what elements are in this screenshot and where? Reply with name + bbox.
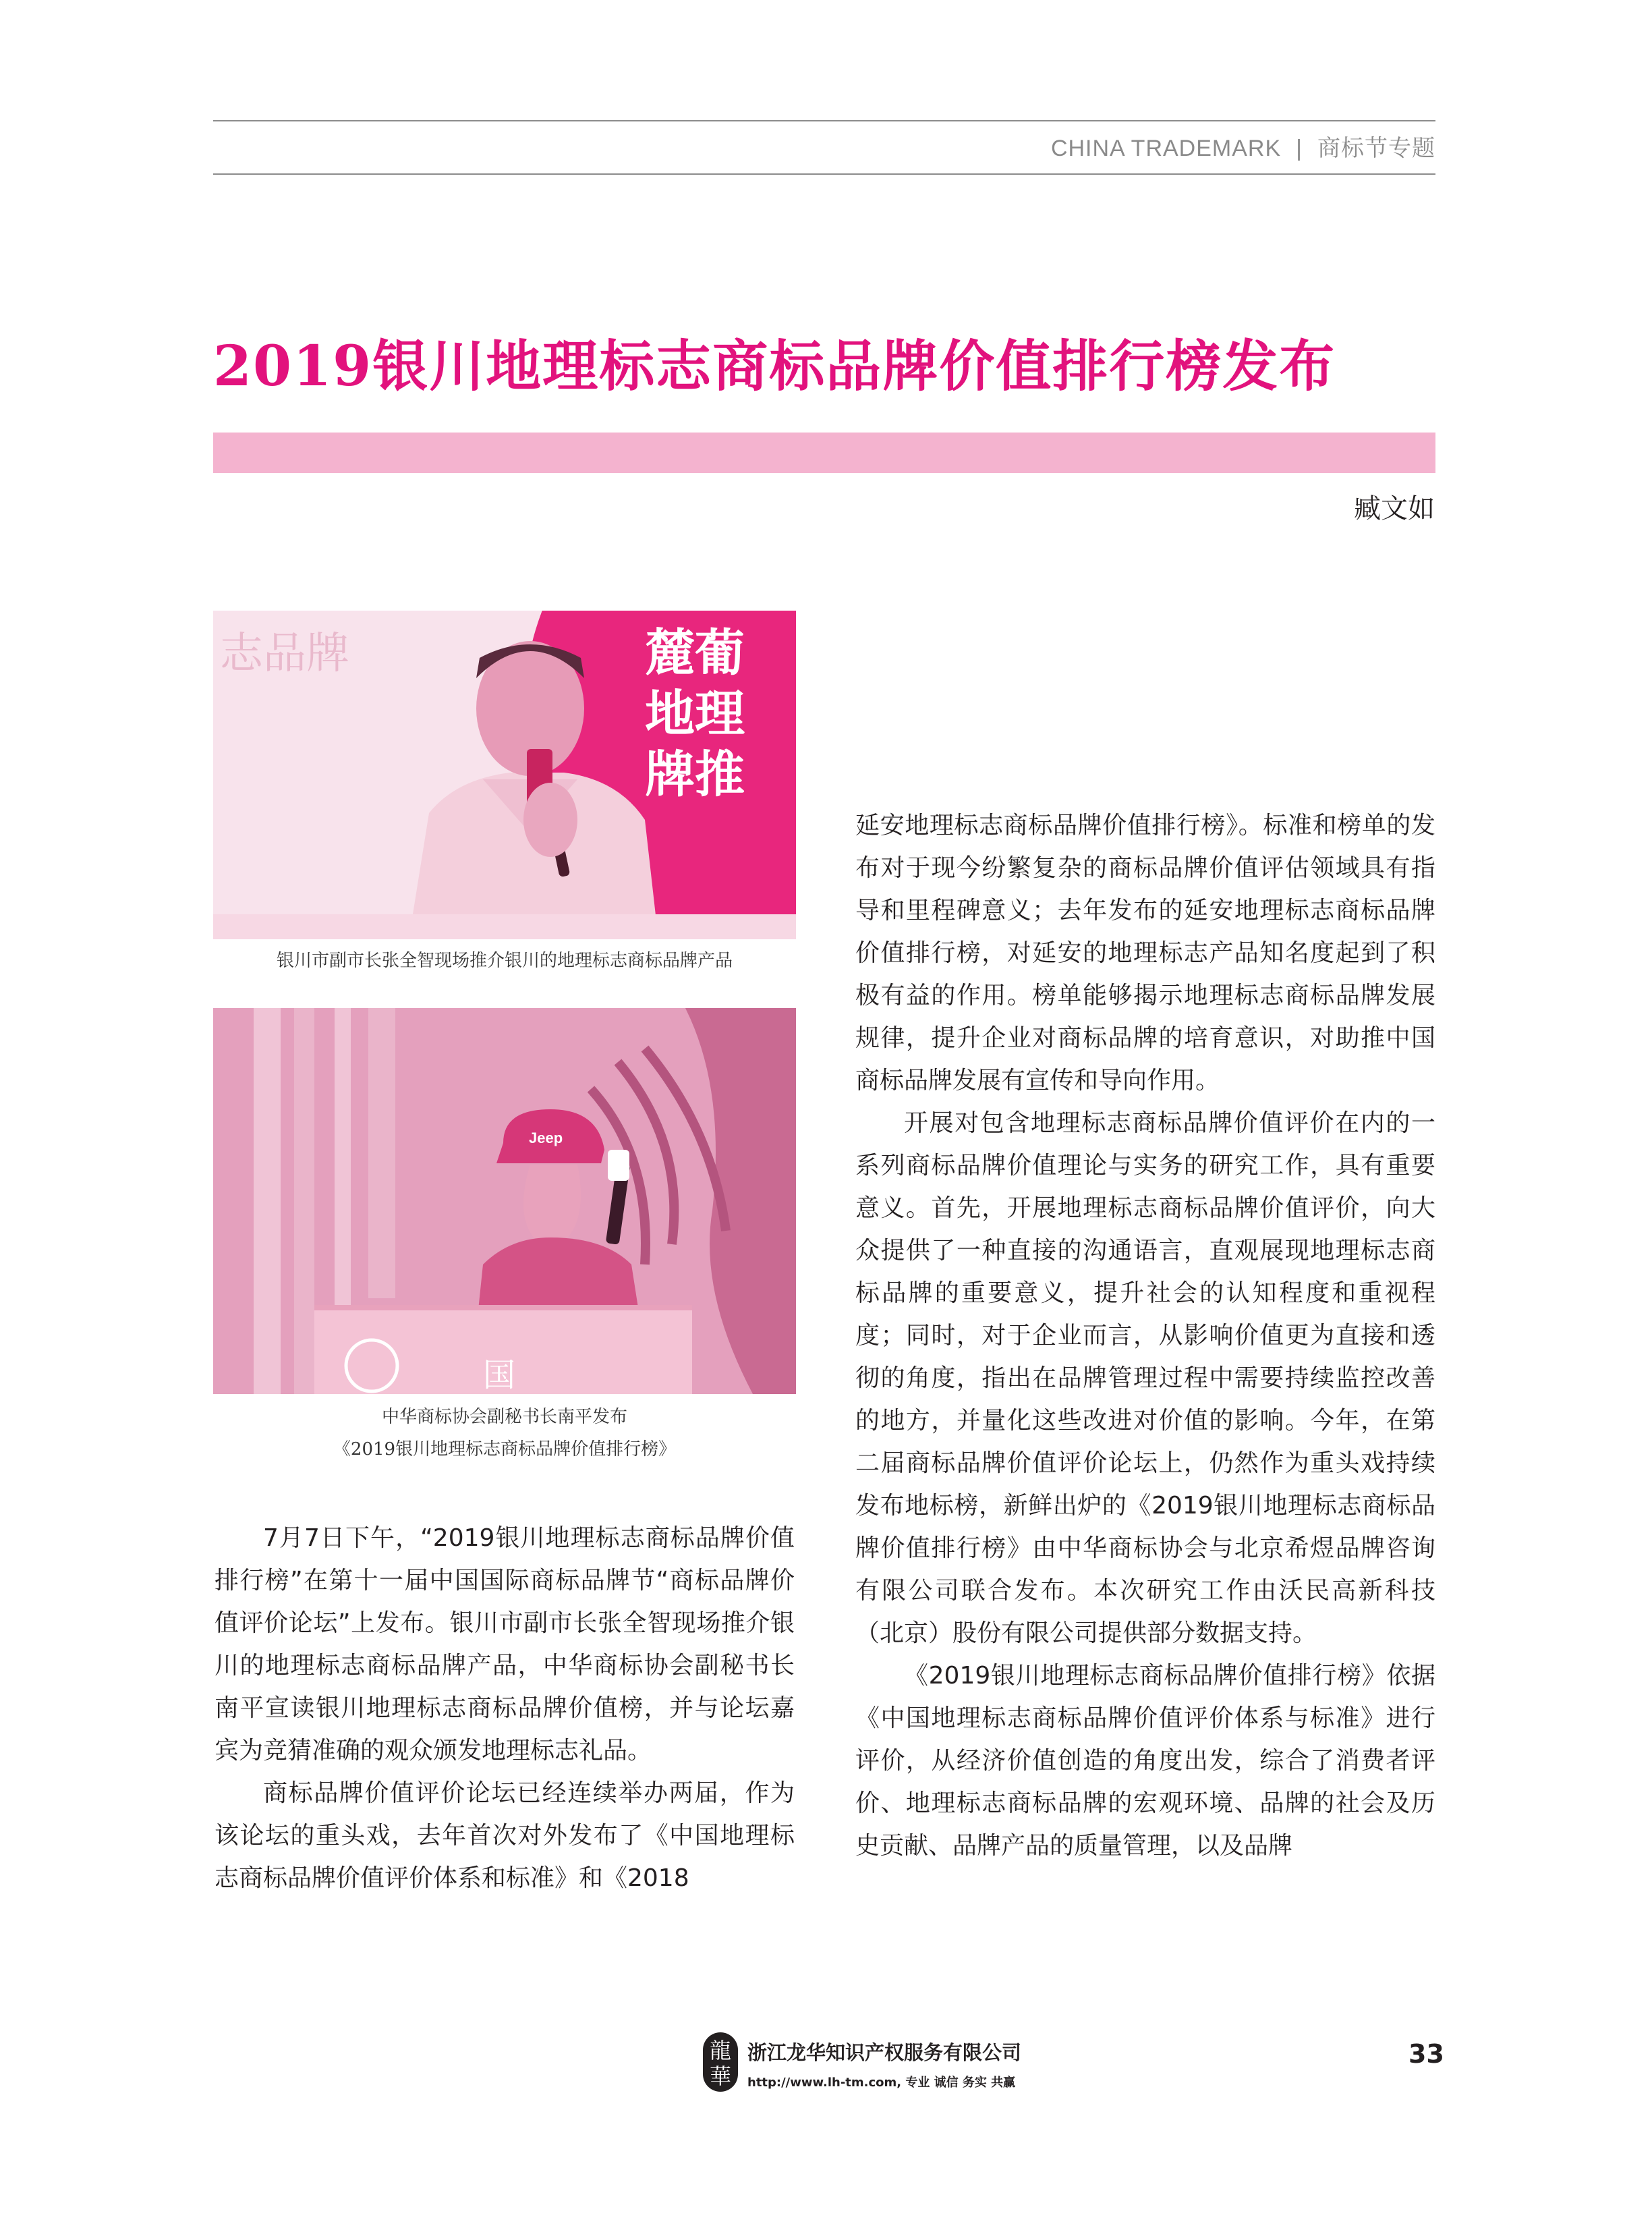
photo1-caption: 银川市副市长张全智现场推介银川的地理标志商标品牌产品 bbox=[276, 951, 733, 971]
sign-text-right-2: 地理 bbox=[645, 685, 745, 743]
company-logo bbox=[702, 2031, 739, 2096]
article-author: 臧文如 bbox=[1354, 493, 1435, 524]
footer-url: http://www.lh-tm.com, 专业 诚信 务实 共赢 bbox=[747, 2076, 1016, 2090]
section-name: 商标节专题 bbox=[1317, 136, 1435, 161]
title-underline-bar bbox=[213, 433, 1435, 473]
paragraph: 商标品牌价值评价论坛已经连续举办两届，作为该论坛的重头戏，去年首次对外发布了《中国地理标志商标品牌价值评价体系和标准》和《2018 bbox=[215, 1779, 795, 1892]
magazine-name: CHINA TRADEMARK bbox=[1050, 136, 1282, 161]
paragraph: 《2019银川地理标志商标品牌价值排行榜》依据《中国地理标志商标品牌价值评价体系与标准》进行评价，从经济价值创造的角度出发，综合了消费者评价、地理标志商标品牌的宏观环境、品牌的社会及历史贡献、品牌产品的质量管理，以及品牌 bbox=[855, 1662, 1435, 1860]
header-top-rule bbox=[213, 120, 1435, 121]
photo-vice-mayor-speaking bbox=[213, 611, 796, 939]
running-header bbox=[1051, 130, 1435, 163]
sign-text-left: 志品牌 bbox=[220, 629, 349, 679]
sign-text-right-3: 牌推 bbox=[645, 746, 745, 804]
left-column bbox=[215, 1517, 795, 1899]
page-number: 33 bbox=[1408, 2039, 1444, 2069]
paragraph: 7月7日下午，“2019银川地理标志商标品牌价值排行榜”在第十一届中国国际商标品牌节“商标品牌价值评价论坛”上发布。银川市副市长张全智现场推介银川的地理标志商标品牌产品，中华商标协会副秘书长南平宣读银川地理标志商标品牌价值榜，并与论坛嘉宾为竞猜准确的观众颁发地理标志礼品。 bbox=[215, 1524, 795, 1764]
photo2-caption bbox=[213, 1401, 796, 1466]
paragraph-continued: 延安地理标志商标品牌价值排行榜》。标准和榜单的发布对于现今纷繁复杂的商标品牌价值评估领域具有指导和里程碑意义；去年发布的延安地理标志商标品牌价值排行榜，对延安的地理标志产品知名度起到了积极有益的作用。榜单能够揭示地理标志商标品牌发展规律，提升企业对商标品牌的培育意识，对助推中国商标品牌发展有宣传和导向作用。 bbox=[855, 812, 1435, 1094]
header-bottom-rule bbox=[213, 173, 1435, 175]
footer-company-name: 浙江龙华知识产权服务有限公司 bbox=[747, 2041, 1022, 2064]
cap-logo-text: Jeep bbox=[529, 1130, 563, 1146]
logo-char-2: 華 bbox=[709, 2063, 732, 2089]
podium-text: 国 bbox=[483, 1356, 516, 1394]
article-title: 2019银川地理标志商标品牌价值排行榜发布 bbox=[213, 334, 1336, 399]
header-separator: | bbox=[1296, 136, 1303, 161]
photo2-caption-line2: 《2019银川地理标志商标品牌价值排行榜》 bbox=[333, 1439, 677, 1459]
photo-deputy-secretary-speaking bbox=[213, 1008, 796, 1394]
logo-char-1: 龍 bbox=[709, 2038, 732, 2063]
photo2-caption-line1: 中华商标协会副秘书长南平发布 bbox=[381, 1407, 627, 1427]
paragraph: 开展对包含地理标志商标品牌价值评价在内的一系列商标品牌价值理论与实务的研究工作，具有重要意义。首先，开展地理标志商标品牌价值评价，向大众提供了一种直接的沟通语言，直观展现地理标志商标品牌的重要意义，提升社会的认知程度和重视程度；同时，对于企业而言，从影响价值更为直接和透彻的角度，指出在品牌管理过程中需要持续监控改善的地方，并量化这些改进对价值的影响。今年，在第二届商标品牌价值评价论坛上，仍然作为重头戏持续发布地标榜，新鲜出炉的《2019银川地理标志商标品牌价值排行榜》由中华商标协会与北京希煜品牌咨询有限公司联合发布。本次研究工作由沃民高新科技（北京）股份有限公司提供部分数据支持。 bbox=[855, 1109, 1435, 1647]
right-column bbox=[855, 804, 1435, 1867]
sign-text-right-1: 麓葡 bbox=[645, 624, 745, 682]
